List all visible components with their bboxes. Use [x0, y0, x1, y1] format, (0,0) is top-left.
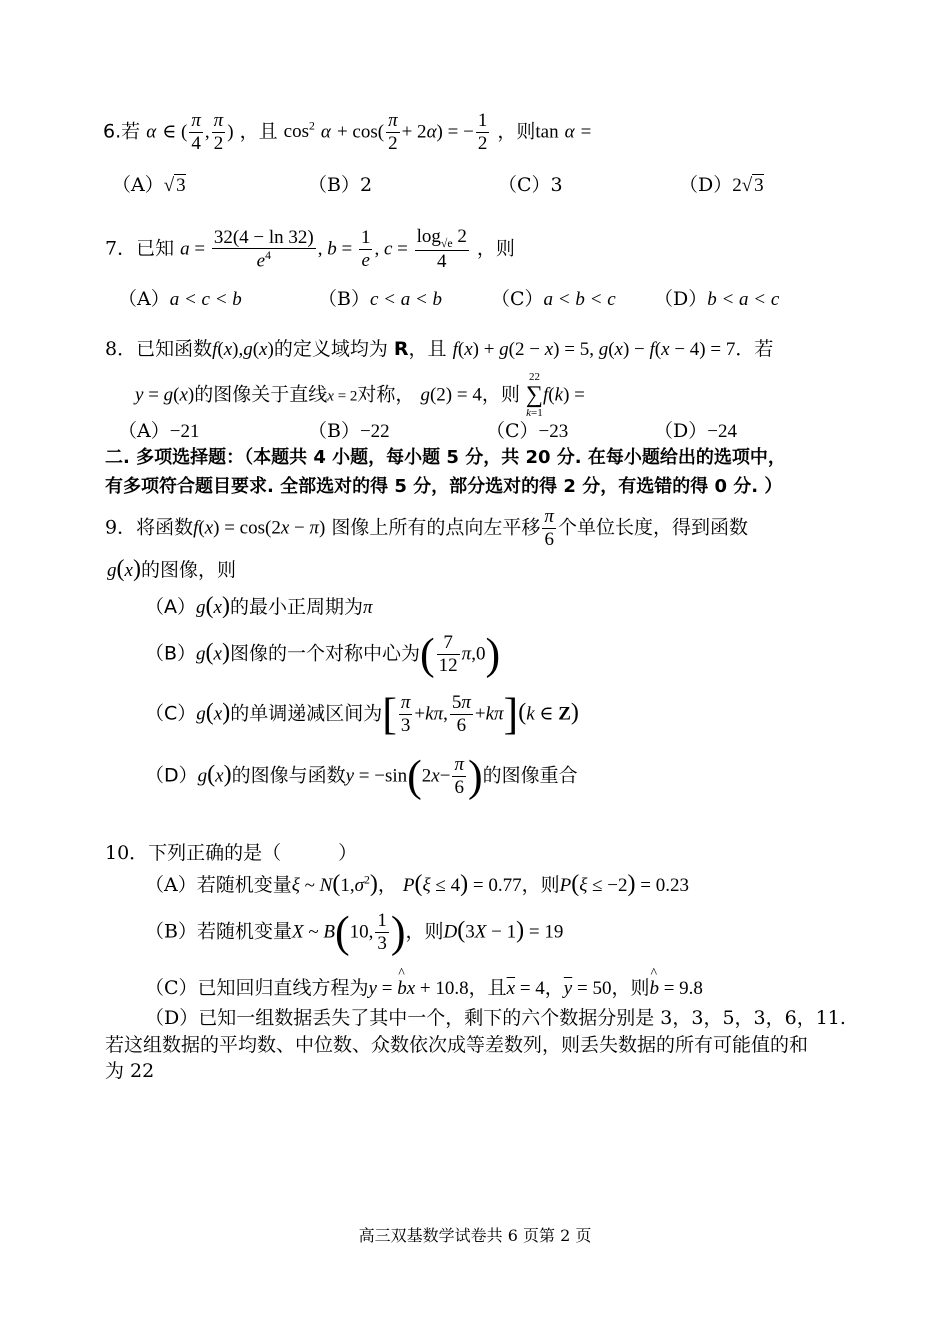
q8-option-b: （B）−22 — [308, 420, 390, 442]
q8-stem-line1: 8．已知函数f(x),g(x)的定义域均为 R，且 f(x) + g(2 − x) = 5, g(x) − f(x − 4) = 7．若 — [105, 338, 774, 360]
q10-option-d-line2: 若这组数据的平均数、中位数、众数依次成等差数列，则丢失数据的所有可能值的和 — [105, 1034, 809, 1056]
q6-option-a: （A）√ 3 — [112, 174, 186, 196]
q8-option-c: （C）−23 — [486, 420, 569, 442]
q6-option-d: （D）2√ 3 — [679, 174, 764, 196]
q10-option-a: （A）若随机变量ξ ~ $N(1,\sigma^2)$， P(ξ ≤ 4) = 0.77，则P(ξ ≤ −2) = 0.23 — [145, 871, 689, 897]
q10-option-d-line3: 为 22 — [105, 1060, 155, 1082]
q7-option-b: （B）c < a < b — [318, 288, 443, 310]
q8-stem-line2: y = g(x)的图像关于直线x = 2对称， g(2) = 4，则 22 ∑ k=1 f(k) = — [135, 371, 585, 419]
q6-stem: 6.若 α ∈ ( $\frac{\pi}{4}$ , $\frac{\pi}{2}$ ) ，且 $\cos^2 \alpha + \cos$( $\frac{\pi}{2}$ + 2α) = − $\frac{1}{2}$ ，则tan α = — [103, 110, 592, 154]
q8-option-a: （A）−21 — [118, 420, 200, 442]
section-2-header-line2: 有多项符合题目要求. 全部选对的得 5 分，部分选对的得 2 分，有选错的得 0 分. ） — [105, 476, 783, 497]
q9-option-c: （C）g(x)的单调递减区间为[ $\frac{\pi}{3}$ +kπ, $\frac{5\pi}{6}$ +kπ](k ∈ Z) — [145, 689, 579, 739]
q7-option-a: （A）a < c < b — [118, 288, 242, 310]
q7-option-c: （C）a < b < c — [491, 288, 616, 310]
q6-number: 6. — [103, 120, 122, 143]
q9-stem-line1: 9．将函数f(x) = cos(2x − π) 图像上所有的点向左平移 $\frac{\pi}{6}$ 个单位长度，得到函数 — [105, 506, 748, 550]
q8-option-d: （D）−24 — [654, 420, 737, 442]
section-2-header-line1: 二. 多项选择题：（本题共 4 小题，每小题 5 分，共 20 分. 在每小题给出的选项中， — [105, 447, 786, 468]
q9-option-a: （A）g(x)的最小正周期为π — [145, 593, 373, 619]
q6-option-b: （B）2 — [308, 174, 373, 196]
q7-stem: 7．已知 a = $\frac{32(4 - \ln 32)}{e^4}$ , b = $\frac{1}{e}$ , c = $\frac{\log_{√e} 2}{4}$ ，则 — [105, 226, 515, 273]
page-footer: 高三双基数学试卷共 6 页第 2 页 — [358, 1226, 592, 1245]
q9-stem-line2: g(x)的图像，则 — [107, 556, 236, 582]
q10-option-b: （B）若随机变量X ~ B(10, $\frac{1}{3}$ )，则D(3X − 1) = 19 — [145, 907, 564, 957]
q10-title: 10．下列正确的是（ ） — [105, 842, 358, 864]
q9-option-b: （B）g(x)图像的一个对称中心为( $\frac{7}{12}$ π,0) — [145, 629, 501, 679]
q7-option-d: （D）b < a < c — [654, 288, 780, 310]
q9-option-d: （D）g(x)的图像与函数y = −sin(2x− $\frac{\pi}{6}$ )的图像重合 — [145, 751, 578, 801]
q6-option-c: （C）3 — [498, 174, 563, 196]
q10-option-d-line1: （D）已知一组数据丢失了其中一个，剩下的六个数据分别是 3，3，5，3，6，11. — [145, 1007, 846, 1029]
q10-option-c: （C）已知回归直线方程为y = ^ bx + 10.8，且$\overline{x} = 4$，$\overline{y} = 50$，则^ b = 9.8 — [145, 973, 703, 1000]
